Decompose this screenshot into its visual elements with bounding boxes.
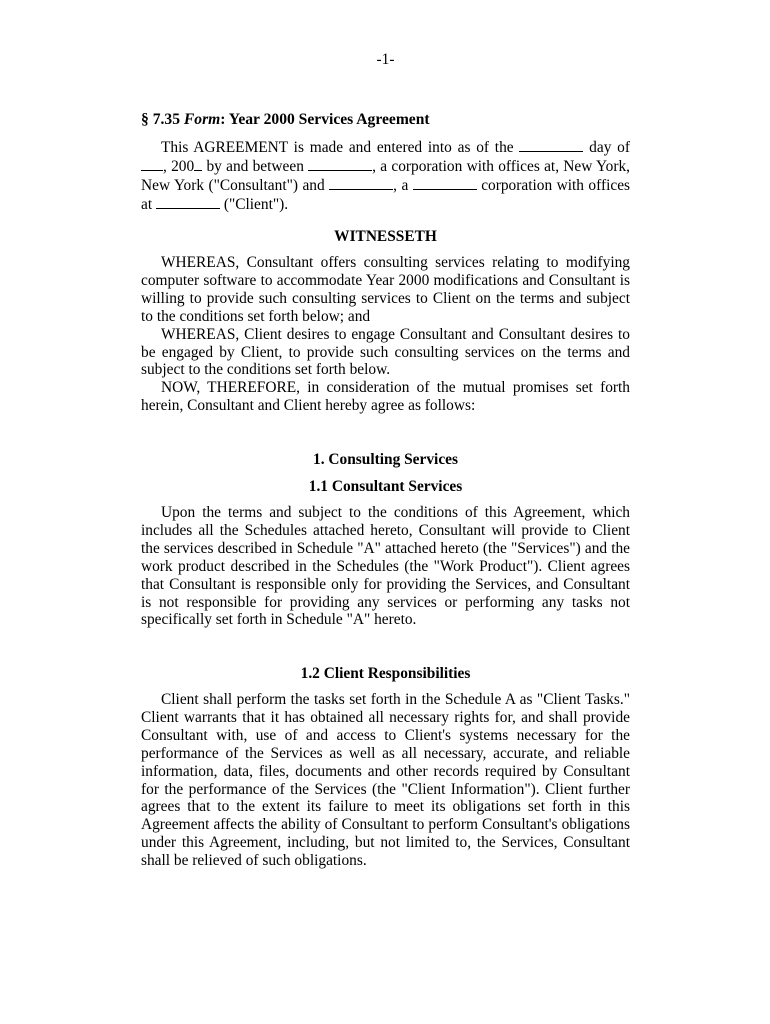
intro-text-4: by and between	[202, 157, 309, 175]
section-title-form-word: Form	[183, 111, 221, 128]
intro-text-5: , a corporation with offices at, New York, New York ("Consultant") and	[141, 157, 630, 194]
paragraph-client-responsibilities: Client shall perform the tasks set forth in the Schedule A as "Client Tasks." Client warrants that it has obtained all necessary rights for, and shall provide Consultant with, use of and access to Client's systems necessary for the performance of the Services as well as all necessary, accurate, and reliable information, data, files, documents and other records required by Consultant for the performance of the Services (the "Client Information"). Client further agrees that to the extent its failure to meet its obligations set forth in this Agreement affects the ability of Consultant to perform Consultant's obligations under this Agreement, including, but not limited to, the Services, Consultant shall be relieved of such obligations.	[141, 691, 630, 870]
intro-text-3: , 200	[163, 157, 195, 175]
whereas-paragraph-2: WHEREAS, Client desires to engage Consultant and Consultant desires to be engaged by Client, to provide such consulting services on the terms and subject to the conditions set forth below.	[141, 325, 630, 379]
witnesseth-heading: WITNESSETH	[334, 228, 437, 245]
section-title	[141, 111, 630, 129]
section-title-suffix: : Year 2000 Services Agreement	[220, 111, 430, 128]
intro-text-8: ("Client").	[219, 195, 289, 213]
blank-party-field	[308, 157, 372, 171]
blank-client-name-field	[329, 176, 393, 190]
blank-year-field	[194, 157, 202, 171]
intro-text-6: , a	[393, 176, 413, 194]
paragraph-consultant-services: Upon the terms and subject to the conditions of this Agreement, which includes all the Schedules attached hereto, Consultant will provide to Client the services described in Schedule "A" attached hereto (the "Services") and the work product described in the Schedules (the "Work Product"). Client agrees that Consultant is responsible only for providing the Services, and Consultant is not responsible for providing any services or performing any tasks not specifically set forth in Schedule "A" hereto.	[141, 504, 630, 629]
intro-text-1: This AGREEMENT is made and entered into as of the	[161, 139, 520, 156]
intro-text-2: day of	[589, 139, 630, 156]
section-title-prefix: § 7.35	[141, 111, 184, 128]
intro-text-7: corporation with offices at	[141, 176, 631, 213]
blank-client-address-field	[156, 195, 220, 209]
heading-client-responsibilities: 1.2 Client Responsibilities	[300, 665, 471, 682]
heading-consultant-services: 1.1 Consultant Services	[308, 478, 463, 495]
blank-date-field	[519, 138, 583, 152]
page-number: -1-	[376, 51, 395, 68]
now-therefore-paragraph: NOW, THEREFORE, in consideration of the mutual promises set forth herein, Consultant and Client hereby agree as follows:	[141, 379, 630, 415]
blank-client-state-field	[413, 176, 477, 190]
intro-paragraph	[141, 138, 630, 214]
blank-day-field	[141, 157, 163, 171]
whereas-paragraph-1: WHEREAS, Consultant offers consulting services relating to modifying computer software to accommodate Year 2000 modifications and Consultant is willing to provide such consulting services to Client on the terms and subject to the conditions set forth below; and	[141, 254, 630, 325]
heading-consulting-services: 1. Consulting Services	[313, 451, 458, 468]
recitals	[141, 254, 630, 415]
